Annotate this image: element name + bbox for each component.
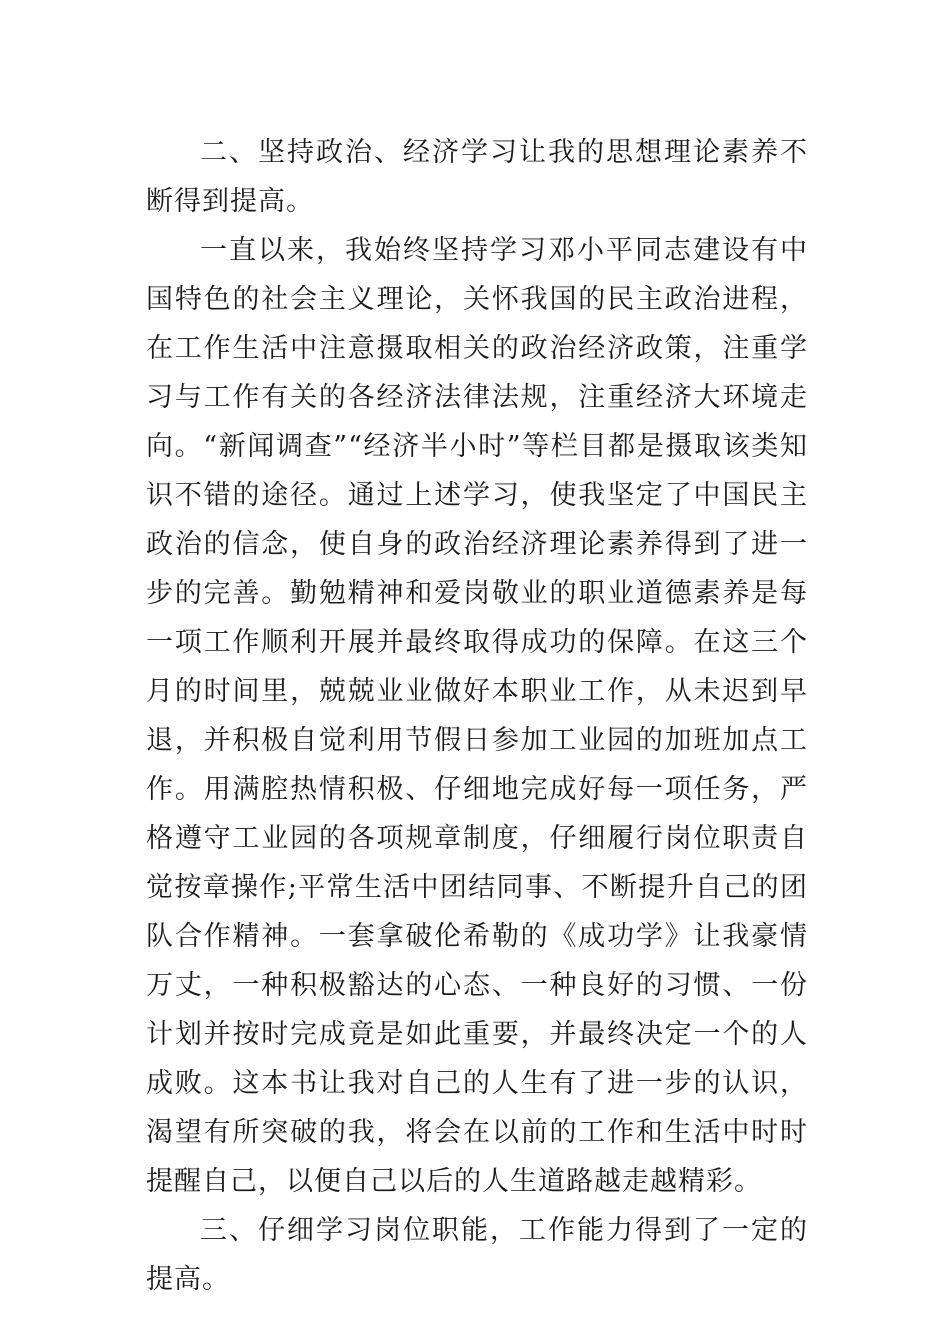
section-heading-three: 三、仔细学习岗位职能，工作能力得到了一定的提高。 [146, 1215, 808, 1295]
section-heading-two: 二、坚持政治、经济学习让我的思想理论素养不断得到提高。 [146, 137, 808, 217]
body-paragraph: 一直以来，我始终坚持学习邓小平同志建设有中国特色的社会主义理论，关怀我国的民主政治进程，在工作生活中注意摄取相关的政治经济政策，注重学习与工作有关的各经济法律法规，注重经济大环境走向。“新闻调查”“经济半小时”等栏目都是摄取该类知识不错的途径。通过上述学习，使我坚定了中国民主政治的信念，使自身的政治经济理论素养得到了进一步的完善。勤勉精神和爱岗敬业的职业道德素养是每一项工作顺利开展并最终取得成功的保障。在这三个月的时间里，兢兢业业做好本职业工作，从未迟到早退，并积极自觉利用节假日参加工业园的加班加点工作。用满腔热情积极、仔细地完成好每一项任务，严格遵守工业园的各项规章制度，仔细履行岗位职责自觉按章操作;平常生活中团结同事、不断提升自己的团队合作精神。一套拿破伦希勒的《成功学》让我豪情万丈，一种积极豁达的心态、一种良好的习惯、一份计划并按时完成竟是如此重要，并最终决定一个的人成败。这本书让我对自己的人生有了进一步的认识，渴望有所突破的我，将会在以前的工作和生活中时时提醒自己，以便自己以后的人生道路越走越精彩。 [146, 235, 808, 1197]
document-body [146, 128, 808, 1304]
